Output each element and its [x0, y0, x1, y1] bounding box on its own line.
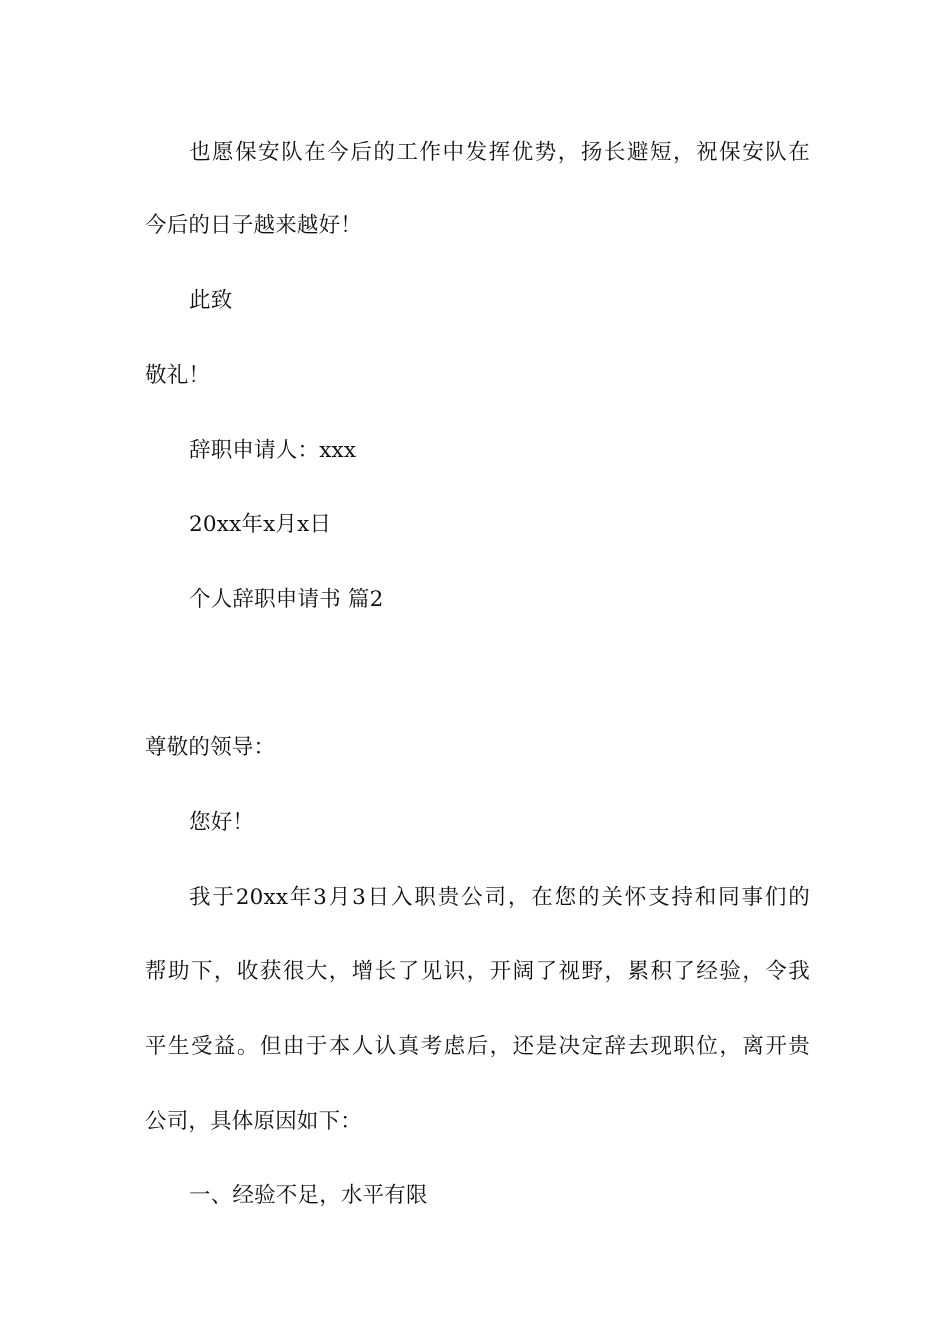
salutation-jingli: 敬礼！	[145, 363, 211, 388]
letter-hello: 您好！	[189, 810, 255, 835]
salutation-cizhi: 此致	[189, 288, 233, 313]
paragraph-closing-line-2: 今后的日子越来越好！	[145, 213, 363, 238]
paragraph-closing-line-1: 也愿保安队在今后的工作中发挥优势，扬长避短，祝保安队在	[189, 140, 810, 165]
reason-heading-1: 一、经验不足，水平有限	[189, 1183, 428, 1208]
applicant-signature: 辞职申请人：xxx	[189, 438, 357, 463]
signature-date: 20xx年x月x日	[189, 512, 332, 537]
section-title: 个人辞职申请书 篇2	[189, 587, 384, 612]
letter-greeting: 尊敬的领导：	[145, 735, 276, 760]
body-paragraph-line-1: 我于20xx年3月3日入职贵公司，在您的关怀支持和同事们的	[189, 885, 810, 910]
body-paragraph-line-3: 平生受益。但由于本人认真考虑后，还是决定辞去现职位，离开贵	[145, 1034, 810, 1059]
body-paragraph-line-2: 帮助下，收获很大，增长了见识，开阔了视野，累积了经验，令我	[145, 959, 810, 984]
body-paragraph-line-4: 公司，具体原因如下：	[145, 1109, 363, 1134]
